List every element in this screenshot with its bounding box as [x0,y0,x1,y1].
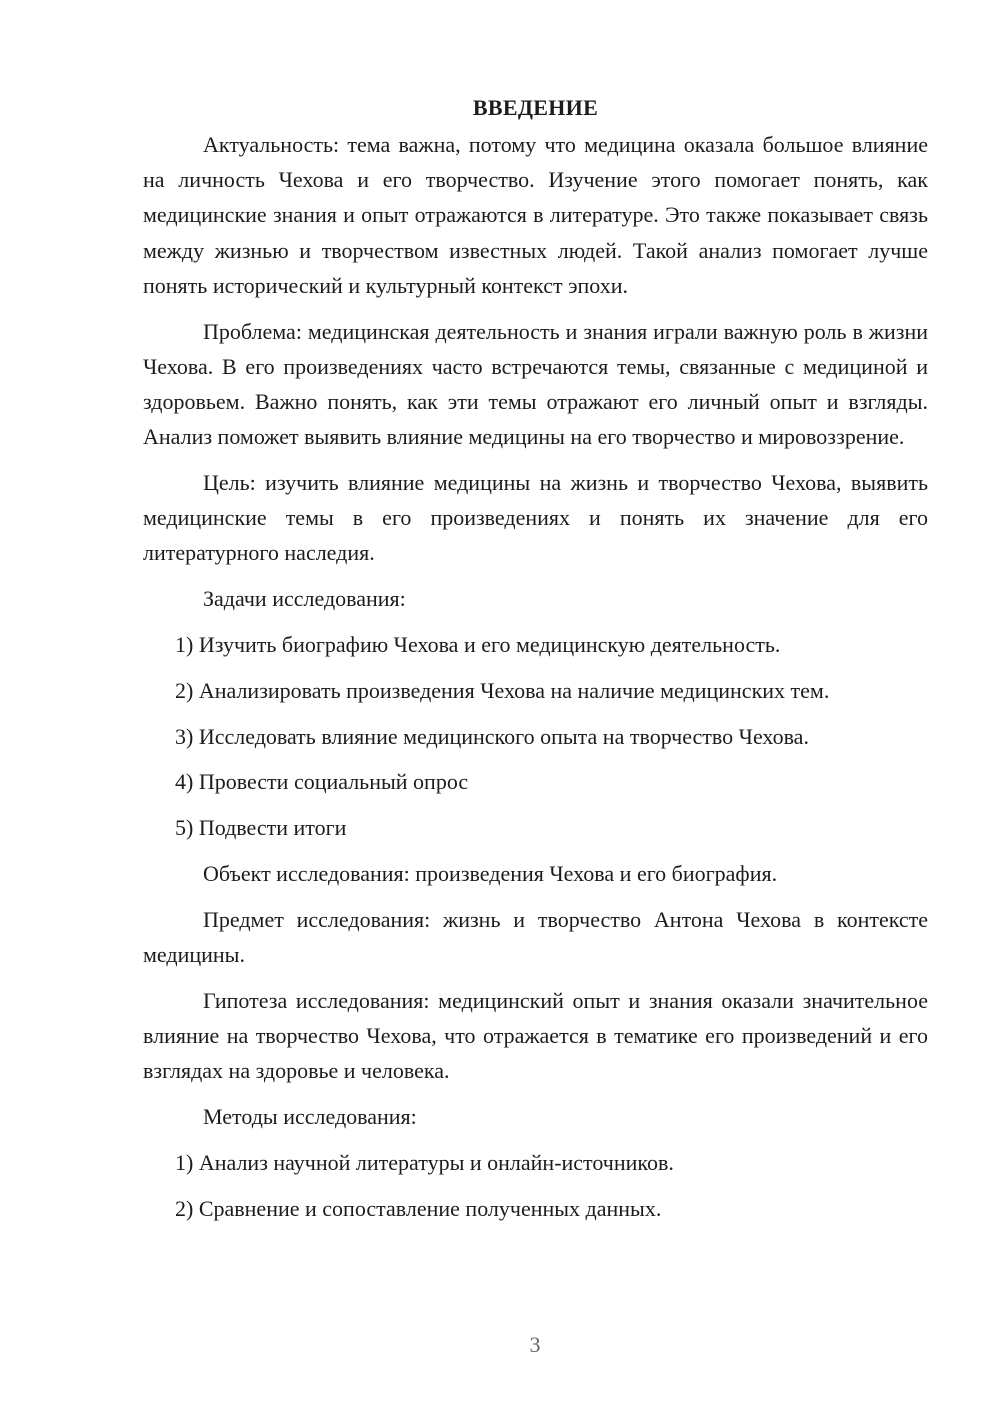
page-number: 3 [529,1332,541,1357]
hypothesis-paragraph: Гипотеза исследования: медицинский опыт и знания оказали значительное влияние на творчество Чехова, что отражается в тематике его произведений и его взглядах на здоровье и человека. [143,987,928,1084]
method-item: 1) Анализ научной литературы и онлайн-источников. [175,1149,674,1175]
tasks-label: Задачи исследования: [203,586,406,612]
task-item: 2) Анализировать произведения Чехова на наличие медицинских тем. [175,677,830,703]
task-item: 5) Подвести итоги [175,815,347,841]
relevance-paragraph: Актуальность: тема важна, потому что медицина оказала большое влияние на личность Чехова и его творчество. Изучение этого помогает понять, как медицинские знания и опыт отражаются в литературе. Это также показывает связь между жизнью и творчеством известных людей. Такой анализ помогает лучше понять исторический и культурный контекст эпохи. [143,132,928,298]
document-page [143,90,928,1236]
method-item: 2) Сравнение и сопоставление полученных данных. [175,1195,662,1221]
task-item: 1) Изучить биографию Чехова и его медицинскую деятельность. [175,632,781,658]
problem-paragraph: Проблема: медицинская деятельность и знания играли важную роль в жизни Чехова. В его произведениях часто встречаются темы, связанные с медициной и здоровьем. Важно понять, как эти темы отражают его личный опыт и взгляды. Анализ поможет выявить влияние медицины на его творчество и мировоззрение. [143,318,928,450]
task-item: 4) Провести социальный опрос [175,769,469,795]
goal-paragraph: Цель: изучить влияние медицины на жизнь и творчество Чехова, выявить медицинские темы в его произведениях и понять их значение для его литературного наследия. [143,470,928,566]
methods-label: Методы исследования: [203,1104,417,1129]
section-heading: ВВЕДЕНИЕ [472,95,599,120]
object-paragraph: Объект исследования: произведения Чехова и его биография. [203,861,778,886]
subject-paragraph: Предмет исследования: жизнь и творчество Антона Чехова в контексте медицины. [143,906,928,967]
methods-list [143,1145,928,1226]
tasks-list [143,627,928,845]
task-item: 3) Исследовать влияние медицинского опыта на творчество Чехова. [175,723,809,749]
